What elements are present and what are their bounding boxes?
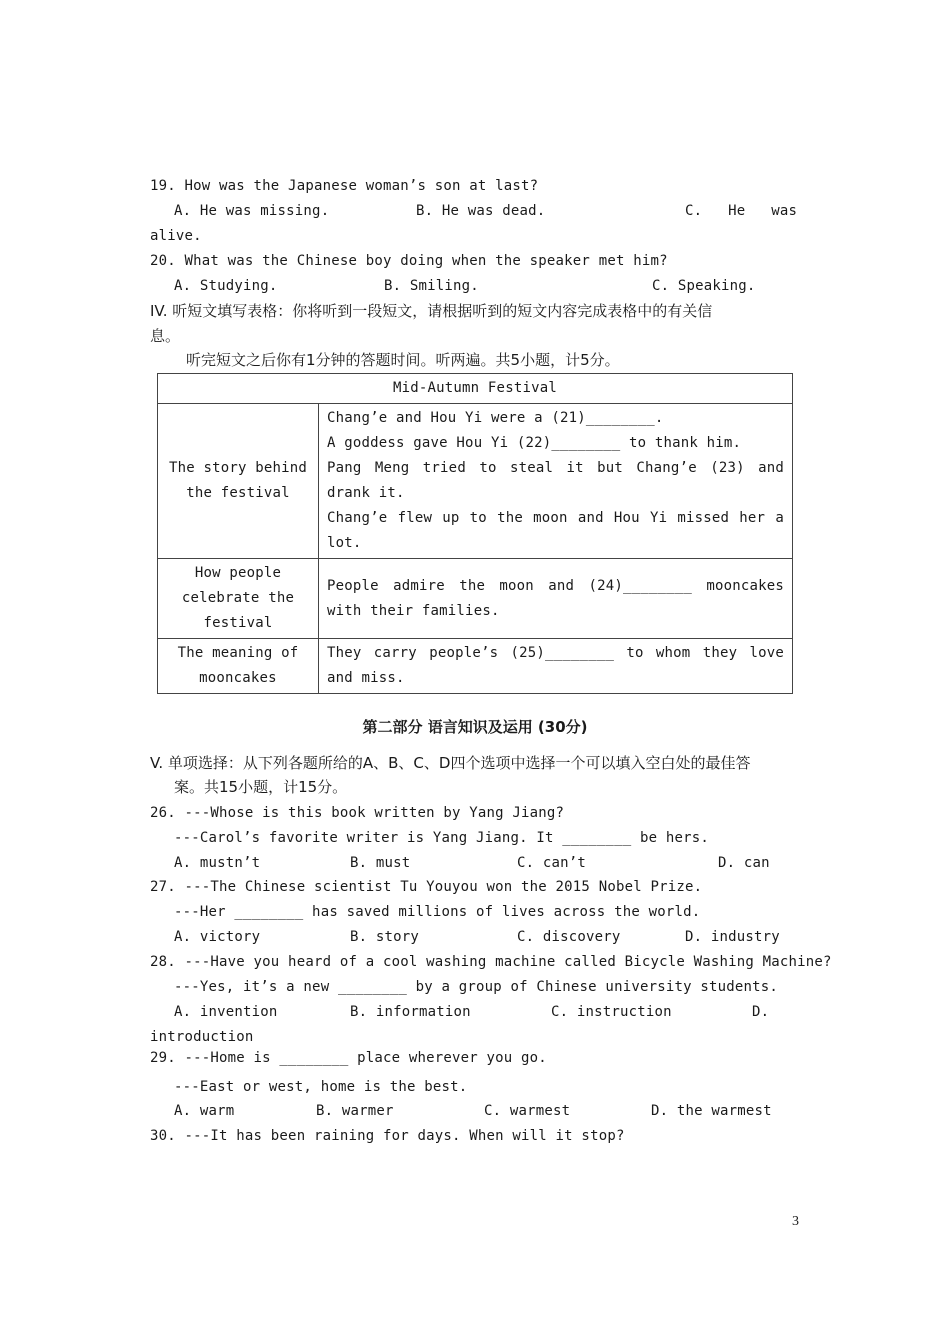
q27-stem: 27. ---The Chinese scientist Tu Youyou won the 2015 Nobel Prize. [150, 879, 703, 895]
story-line-moon: Chang’e flew up to the moon and Hou Yi missed her a lot. [327, 510, 784, 551]
story-line-22: A goddess gave Hou Yi (22)________ to thank him. [327, 435, 742, 451]
meaning-line-25: They carry people’s (25)________ to whom they love and miss. [327, 645, 784, 686]
table-row [158, 639, 793, 694]
table-row [158, 404, 793, 559]
q26-stem: 26. ---Whose is this book written by Yang Jiang? [150, 805, 565, 821]
q28-option-a: A. invention [174, 1004, 278, 1020]
part2-title: 第二部分 语言知识及运用 (30分) [362, 718, 588, 736]
q27-option-a: A. victory [174, 929, 261, 945]
q19-option-b: B. He was dead. [416, 203, 546, 219]
row-label-meaning: The meaning of mooncakes [158, 639, 319, 694]
q19-stem: 19. How was the Japanese woman’s son at last? [150, 178, 539, 194]
festival-table [157, 373, 793, 694]
q19-option-c: C. He was [685, 203, 798, 219]
q28-reply: ---Yes, it’s a new ________ by a group of Chinese university students. [174, 979, 779, 995]
q19-option-a: A. He was missing. [174, 203, 330, 219]
q28-option-d-continued: introduction [150, 1029, 254, 1045]
q26-reply: ---Carol’s favorite writer is Yang Jiang. It ________ be hers. [174, 830, 709, 846]
q27-reply: ---Her ________ has saved millions of lives across the world. [174, 904, 701, 920]
section4-heading: IV. 听短文填写表格：你将听到一段短文，请根据听到的短文内容完成表格中的有关信 [150, 302, 713, 320]
q29-option-b: B. warmer [316, 1103, 394, 1119]
celebrate-line-24: People admire the moon and (24)________ mooncakes with their families. [327, 577, 784, 619]
q29-reply: ---East or west, home is the best. [174, 1079, 468, 1095]
q29-stem: 29. ---Home is ________ place wherever you go. [150, 1050, 547, 1066]
q30-stem: 30. ---It has been raining for days. When will it stop? [150, 1128, 625, 1144]
q29-option-d: D. the warmest [651, 1103, 772, 1119]
q27-option-d: D. industry [685, 929, 780, 945]
q29-option-c: C. warmest [484, 1103, 571, 1119]
story-line-21: Chang’e and Hou Yi were a (21)________. [327, 410, 664, 426]
q26-option-b: B. must [350, 855, 411, 871]
q26-option-c: C. can’t [517, 855, 587, 871]
q20-stem: 20. What was the Chinese boy doing when the speaker met him? [150, 253, 668, 269]
row-content-celebrate [319, 559, 793, 639]
q20-option-c: C. Speaking. [652, 278, 756, 294]
q28-stem: 28. ---Have you heard of a cool washing machine called Bicycle Washing Machine? [150, 954, 832, 970]
table-row [158, 559, 793, 639]
q20-option-b: B. Smiling. [384, 278, 479, 294]
q26-option-d: D. can [718, 855, 770, 871]
q29-option-a: A. warm [174, 1103, 235, 1119]
row-label-celebrate: How people celebrate the festival [158, 559, 319, 639]
table-title: Mid-Autumn Festival [158, 374, 793, 404]
section4-instruction: 听完短文之后你有1分钟的答题时间。听两遍。共5小题，计5分。 [186, 351, 620, 369]
row-content-meaning [319, 639, 793, 694]
story-line-23: Pang Meng tried to steal it but Chang’e (23) and drank it. [327, 460, 784, 501]
q28-option-c: C. instruction [551, 1004, 672, 1020]
page-number: 3 [792, 1214, 799, 1229]
row-content-story [319, 404, 793, 559]
row-label-story: The story behind the festival [158, 404, 319, 559]
section5-heading: V. 单项选择：从下列各题所给的A、B、C、D四个选项中选择一个可以填入空白处的最佳答 [150, 754, 751, 772]
q28-option-b: B. information [350, 1004, 471, 1020]
section4-heading-cont: 息。 [150, 327, 181, 345]
q19-option-c-continued: alive. [150, 228, 202, 244]
q20-option-a: A. Studying. [174, 278, 278, 294]
q26-option-a: A. mustn’t [174, 855, 261, 871]
q27-option-b: B. story [350, 929, 420, 945]
q27-option-c: C. discovery [517, 929, 621, 945]
section5-heading-cont: 案。共15小题，计15分。 [174, 778, 348, 796]
q28-option-d: D. [752, 1004, 770, 1020]
